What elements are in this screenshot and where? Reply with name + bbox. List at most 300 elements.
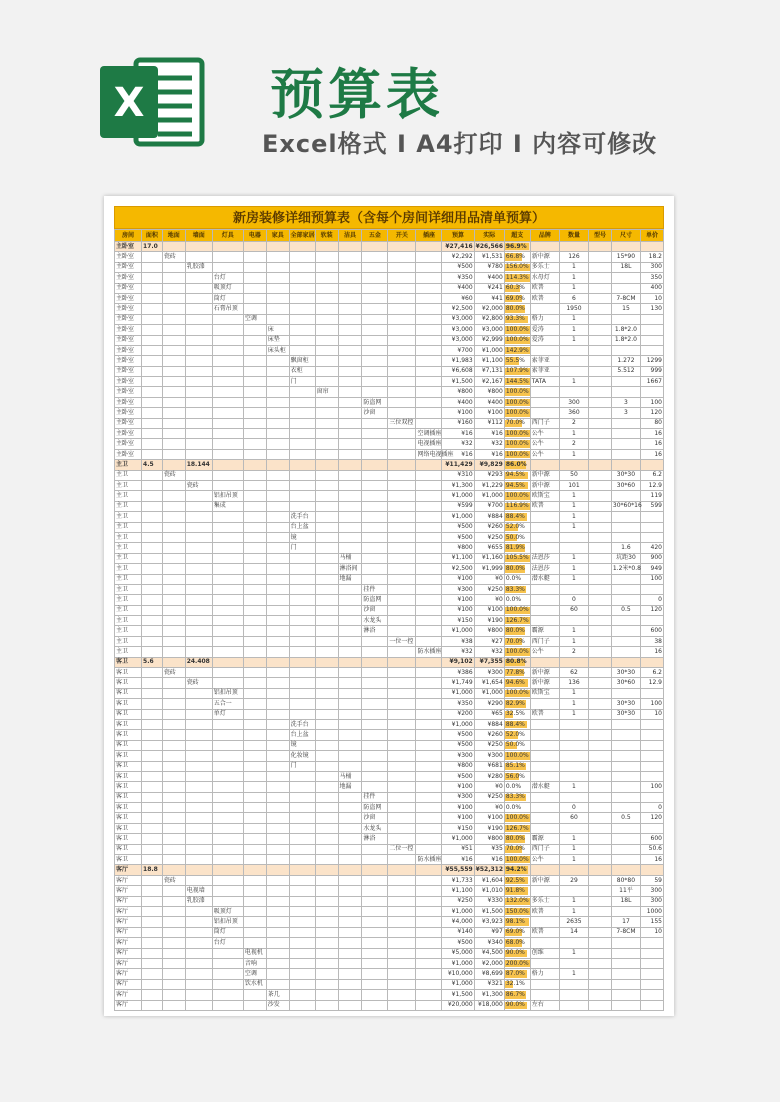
cell-pct[interactable]: [504, 865, 530, 875]
cell-model[interactable]: [589, 273, 612, 283]
cell-wall[interactable]: [185, 387, 212, 397]
cell-floor[interactable]: [162, 865, 185, 875]
cell-area[interactable]: [142, 751, 163, 761]
cell-bath[interactable]: [338, 699, 362, 709]
cell-allh[interactable]: [289, 647, 315, 657]
cell-area[interactable]: [142, 356, 163, 366]
cell-furn[interactable]: [266, 564, 289, 574]
cell-area[interactable]: [142, 418, 163, 428]
cell-floor[interactable]: [162, 397, 185, 407]
cell-hw[interactable]: [362, 377, 388, 387]
cell-pct[interactable]: [504, 792, 530, 802]
cell-sock[interactable]: [416, 262, 442, 272]
cell-model[interactable]: [589, 678, 612, 688]
cell-pct[interactable]: [504, 242, 530, 252]
cell-hw[interactable]: 防盗网: [362, 803, 388, 813]
cell-furn[interactable]: [266, 605, 289, 615]
cell-sock[interactable]: [416, 761, 442, 771]
cell-allh[interactable]: 门: [289, 543, 315, 553]
cell-wall[interactable]: [185, 823, 212, 833]
cell-lamp[interactable]: [212, 668, 243, 678]
cell-furn[interactable]: [266, 522, 289, 532]
cell-actual[interactable]: ¥2,999: [474, 335, 504, 345]
cell-model[interactable]: [589, 345, 612, 355]
cell-allh[interactable]: [289, 283, 315, 293]
cell-actual[interactable]: ¥1,000: [474, 688, 504, 698]
cell-pct[interactable]: [504, 719, 530, 729]
cell-qty[interactable]: 2: [559, 418, 588, 428]
cell-actual[interactable]: ¥1,000: [474, 345, 504, 355]
cell-bath[interactable]: [338, 584, 362, 594]
cell-actual[interactable]: ¥800: [474, 387, 504, 397]
cell-furn[interactable]: [266, 293, 289, 303]
cell-budget[interactable]: ¥250: [442, 896, 474, 906]
cell-pct[interactable]: [504, 366, 530, 376]
cell-appl[interactable]: [243, 865, 266, 875]
cell-qty[interactable]: 1: [559, 626, 588, 636]
cell-sock[interactable]: [416, 969, 442, 979]
cell-appl[interactable]: [243, 418, 266, 428]
cell-model[interactable]: [589, 304, 612, 314]
cell-price[interactable]: 100: [641, 574, 664, 584]
cell-qty[interactable]: 1: [559, 688, 588, 698]
cell-soft[interactable]: 窗帘: [315, 387, 338, 397]
cell-furn[interactable]: 床头柜: [266, 345, 289, 355]
cell-allh[interactable]: [289, 345, 315, 355]
cell-brand[interactable]: 公牛: [530, 449, 559, 459]
cell-soft[interactable]: [315, 242, 338, 252]
cell-pct[interactable]: [504, 626, 530, 636]
cell-wall[interactable]: [185, 875, 212, 885]
cell-actual[interactable]: ¥260: [474, 522, 504, 532]
cell-budget[interactable]: ¥1,100: [442, 886, 474, 896]
cell-room[interactable]: 主卧室: [115, 325, 142, 335]
cell-wall[interactable]: [185, 314, 212, 324]
cell-room[interactable]: 主卫: [115, 470, 142, 480]
cell-model[interactable]: [589, 564, 612, 574]
cell-room[interactable]: 客卫: [115, 688, 142, 698]
cell-pct[interactable]: [504, 886, 530, 896]
cell-floor[interactable]: [162, 699, 185, 709]
cell-price[interactable]: [641, 979, 664, 989]
cell-area[interactable]: [142, 886, 163, 896]
cell-appl[interactable]: [243, 377, 266, 387]
cell-hw[interactable]: [362, 657, 388, 667]
cell-bath[interactable]: [338, 979, 362, 989]
cell-budget[interactable]: ¥1,733: [442, 875, 474, 885]
cell-wall[interactable]: [185, 990, 212, 1000]
cell-wall[interactable]: [185, 907, 212, 917]
cell-sw[interactable]: [388, 574, 416, 584]
cell-sw[interactable]: [388, 262, 416, 272]
cell-furn[interactable]: [266, 501, 289, 511]
cell-hw[interactable]: [362, 543, 388, 553]
cell-allh[interactable]: [289, 938, 315, 948]
cell-allh[interactable]: [289, 834, 315, 844]
cell-floor[interactable]: [162, 751, 185, 761]
cell-lamp[interactable]: [212, 719, 243, 729]
cell-area[interactable]: [142, 938, 163, 948]
cell-lamp[interactable]: [212, 262, 243, 272]
cell-qty[interactable]: 1: [559, 969, 588, 979]
cell-actual[interactable]: ¥100: [474, 605, 504, 615]
cell-pct[interactable]: [504, 709, 530, 719]
cell-room[interactable]: 主卧室: [115, 397, 142, 407]
cell-sock[interactable]: [416, 709, 442, 719]
cell-lamp[interactable]: 集成: [212, 501, 243, 511]
cell-qty[interactable]: 1: [559, 283, 588, 293]
cell-price[interactable]: 16: [641, 429, 664, 439]
cell-hw[interactable]: [362, 875, 388, 885]
cell-hw[interactable]: [362, 855, 388, 865]
cell-qty[interactable]: [559, 761, 588, 771]
cell-price[interactable]: 16: [641, 647, 664, 657]
cell-qty[interactable]: 1: [559, 896, 588, 906]
cell-budget[interactable]: ¥800: [442, 387, 474, 397]
cell-allh[interactable]: [289, 668, 315, 678]
cell-brand[interactable]: [530, 886, 559, 896]
cell-allh[interactable]: [289, 242, 315, 252]
cell-floor[interactable]: [162, 834, 185, 844]
cell-actual[interactable]: ¥52,312: [474, 865, 504, 875]
cell-actual[interactable]: ¥35: [474, 844, 504, 854]
cell-sock[interactable]: [416, 242, 442, 252]
cell-model[interactable]: [589, 1000, 612, 1010]
cell-model[interactable]: [589, 979, 612, 989]
cell-bath[interactable]: [338, 688, 362, 698]
cell-brand[interactable]: [530, 917, 559, 927]
cell-floor[interactable]: [162, 512, 185, 522]
cell-room[interactable]: 客卫: [115, 668, 142, 678]
cell-pct[interactable]: [504, 574, 530, 584]
cell-pct[interactable]: [504, 668, 530, 678]
cell-soft[interactable]: [315, 771, 338, 781]
cell-room[interactable]: 主卫: [115, 460, 142, 470]
cell-model[interactable]: [589, 647, 612, 657]
cell-actual[interactable]: ¥112: [474, 418, 504, 428]
cell-sw[interactable]: [388, 958, 416, 968]
cell-pct[interactable]: [504, 408, 530, 418]
cell-size[interactable]: [611, 751, 640, 761]
cell-hw[interactable]: [362, 480, 388, 490]
cell-furn[interactable]: [266, 387, 289, 397]
cell-furn[interactable]: [266, 273, 289, 283]
cell-brand[interactable]: [530, 938, 559, 948]
cell-sw[interactable]: [388, 647, 416, 657]
cell-appl[interactable]: [243, 678, 266, 688]
cell-qty[interactable]: [559, 740, 588, 750]
cell-sock[interactable]: [416, 907, 442, 917]
cell-floor[interactable]: [162, 969, 185, 979]
cell-allh[interactable]: [289, 325, 315, 335]
cell-room[interactable]: 主卫: [115, 491, 142, 501]
cell-pct[interactable]: [504, 803, 530, 813]
cell-furn[interactable]: 茶几: [266, 990, 289, 1000]
cell-pct[interactable]: [504, 397, 530, 407]
cell-pct[interactable]: [504, 512, 530, 522]
cell-floor[interactable]: [162, 771, 185, 781]
cell-appl[interactable]: [243, 636, 266, 646]
cell-room[interactable]: 客卫: [115, 699, 142, 709]
cell-area[interactable]: [142, 907, 163, 917]
cell-bath[interactable]: [338, 491, 362, 501]
cell-allh[interactable]: 镜: [289, 532, 315, 542]
cell-size[interactable]: [611, 792, 640, 802]
cell-room[interactable]: 主卫: [115, 480, 142, 490]
cell-actual[interactable]: ¥41: [474, 293, 504, 303]
cell-actual[interactable]: ¥0: [474, 803, 504, 813]
cell-appl[interactable]: [243, 855, 266, 865]
cell-qty[interactable]: 1: [559, 325, 588, 335]
cell-appl[interactable]: [243, 709, 266, 719]
cell-area[interactable]: [142, 408, 163, 418]
cell-bath[interactable]: [338, 397, 362, 407]
cell-furn[interactable]: [266, 397, 289, 407]
cell-size[interactable]: [611, 491, 640, 501]
cell-soft[interactable]: [315, 314, 338, 324]
cell-model[interactable]: [589, 242, 612, 252]
cell-appl[interactable]: [243, 730, 266, 740]
cell-lamp[interactable]: [212, 439, 243, 449]
cell-actual[interactable]: ¥400: [474, 273, 504, 283]
cell-qty[interactable]: [559, 865, 588, 875]
cell-lamp[interactable]: [212, 740, 243, 750]
cell-floor[interactable]: [162, 855, 185, 865]
cell-area[interactable]: [142, 803, 163, 813]
cell-floor[interactable]: [162, 938, 185, 948]
cell-brand[interactable]: [530, 699, 559, 709]
cell-soft[interactable]: [315, 584, 338, 594]
cell-actual[interactable]: ¥32: [474, 439, 504, 449]
cell-sw[interactable]: [388, 439, 416, 449]
cell-price[interactable]: 6.2: [641, 668, 664, 678]
cell-qty[interactable]: 1: [559, 782, 588, 792]
cell-qty[interactable]: [559, 886, 588, 896]
cell-room[interactable]: 主卧室: [115, 314, 142, 324]
cell-sw[interactable]: 三位双控: [388, 418, 416, 428]
cell-furn[interactable]: [266, 314, 289, 324]
cell-budget[interactable]: ¥350: [442, 699, 474, 709]
cell-hw[interactable]: [362, 761, 388, 771]
cell-room[interactable]: 客厅: [115, 927, 142, 937]
cell-allh[interactable]: [289, 418, 315, 428]
cell-room[interactable]: 主卧室: [115, 449, 142, 459]
cell-qty[interactable]: [559, 979, 588, 989]
cell-lamp[interactable]: [212, 470, 243, 480]
cell-size[interactable]: [611, 387, 640, 397]
cell-bath[interactable]: 马桶: [338, 771, 362, 781]
cell-area[interactable]: [142, 397, 163, 407]
cell-pct[interactable]: [504, 387, 530, 397]
cell-appl[interactable]: [243, 896, 266, 906]
cell-actual[interactable]: ¥260: [474, 730, 504, 740]
cell-size[interactable]: [611, 958, 640, 968]
cell-price[interactable]: 300: [641, 262, 664, 272]
cell-price[interactable]: [641, 387, 664, 397]
cell-allh[interactable]: [289, 907, 315, 917]
cell-soft[interactable]: [315, 709, 338, 719]
cell-soft[interactable]: [315, 460, 338, 470]
cell-hw[interactable]: 水龙头: [362, 616, 388, 626]
cell-hw[interactable]: [362, 751, 388, 761]
cell-wall[interactable]: 瓷砖: [185, 480, 212, 490]
cell-actual[interactable]: ¥1,531: [474, 252, 504, 262]
cell-wall[interactable]: [185, 564, 212, 574]
cell-size[interactable]: [611, 242, 640, 252]
cell-sw[interactable]: [388, 938, 416, 948]
cell-bath[interactable]: [338, 408, 362, 418]
cell-allh[interactable]: [289, 636, 315, 646]
cell-model[interactable]: [589, 813, 612, 823]
cell-furn[interactable]: [266, 418, 289, 428]
cell-sw[interactable]: [388, 522, 416, 532]
cell-area[interactable]: [142, 491, 163, 501]
cell-soft[interactable]: [315, 574, 338, 584]
cell-model[interactable]: [589, 408, 612, 418]
cell-brand[interactable]: [530, 595, 559, 605]
cell-pct[interactable]: [504, 532, 530, 542]
cell-floor[interactable]: [162, 678, 185, 688]
cell-room[interactable]: 主卧室: [115, 262, 142, 272]
cell-bath[interactable]: [338, 740, 362, 750]
cell-lamp[interactable]: [212, 771, 243, 781]
cell-budget[interactable]: ¥1,000: [442, 626, 474, 636]
cell-brand[interactable]: [530, 242, 559, 252]
cell-pct[interactable]: [504, 616, 530, 626]
cell-hw[interactable]: 淋浴: [362, 834, 388, 844]
cell-hw[interactable]: [362, 387, 388, 397]
cell-pct[interactable]: [504, 740, 530, 750]
cell-pct[interactable]: [504, 678, 530, 688]
cell-room[interactable]: 客厅: [115, 979, 142, 989]
cell-size[interactable]: [611, 771, 640, 781]
cell-actual[interactable]: ¥1,100: [474, 356, 504, 366]
cell-size[interactable]: [611, 439, 640, 449]
cell-brand[interactable]: [530, 771, 559, 781]
cell-pct[interactable]: [504, 595, 530, 605]
cell-hw[interactable]: [362, 522, 388, 532]
cell-sw[interactable]: [388, 948, 416, 958]
cell-price[interactable]: [641, 242, 664, 252]
cell-room[interactable]: 客厅: [115, 1000, 142, 1010]
cell-allh[interactable]: [289, 460, 315, 470]
cell-model[interactable]: [589, 335, 612, 345]
cell-price[interactable]: [641, 335, 664, 345]
cell-pct[interactable]: [504, 553, 530, 563]
cell-budget[interactable]: ¥3,000: [442, 325, 474, 335]
cell-allh[interactable]: [289, 803, 315, 813]
cell-sock[interactable]: [416, 293, 442, 303]
cell-size[interactable]: 1.2米*0.8: [611, 564, 640, 574]
cell-bath[interactable]: [338, 377, 362, 387]
cell-room[interactable]: 主卧室: [115, 356, 142, 366]
cell-bath[interactable]: [338, 938, 362, 948]
cell-furn[interactable]: [266, 730, 289, 740]
cell-pct[interactable]: [504, 304, 530, 314]
cell-brand[interactable]: [530, 865, 559, 875]
cell-hw[interactable]: [362, 273, 388, 283]
cell-wall[interactable]: 18.144: [185, 460, 212, 470]
cell-allh[interactable]: [289, 886, 315, 896]
cell-budget[interactable]: ¥51: [442, 844, 474, 854]
cell-appl[interactable]: [243, 273, 266, 283]
cell-qty[interactable]: 1: [559, 553, 588, 563]
cell-area[interactable]: [142, 501, 163, 511]
cell-sw[interactable]: [388, 564, 416, 574]
cell-lamp[interactable]: [212, 366, 243, 376]
cell-pct[interactable]: [504, 429, 530, 439]
cell-qty[interactable]: 1: [559, 522, 588, 532]
cell-brand[interactable]: 公牛: [530, 855, 559, 865]
cell-room[interactable]: 客卫: [115, 813, 142, 823]
cell-furn[interactable]: [266, 480, 289, 490]
cell-furn[interactable]: [266, 834, 289, 844]
cell-floor[interactable]: [162, 709, 185, 719]
cell-floor[interactable]: [162, 813, 185, 823]
cell-price[interactable]: 100: [641, 782, 664, 792]
cell-brand[interactable]: 多乐士: [530, 896, 559, 906]
cell-sock[interactable]: [416, 688, 442, 698]
cell-allh[interactable]: [289, 574, 315, 584]
cell-appl[interactable]: [243, 470, 266, 480]
cell-size[interactable]: 30*60: [611, 678, 640, 688]
cell-pct[interactable]: [504, 439, 530, 449]
cell-appl[interactable]: [243, 512, 266, 522]
cell-wall[interactable]: [185, 449, 212, 459]
cell-hw[interactable]: [362, 429, 388, 439]
cell-price[interactable]: 120: [641, 813, 664, 823]
cell-room[interactable]: 主卫: [115, 616, 142, 626]
cell-allh[interactable]: [289, 823, 315, 833]
cell-wall[interactable]: [185, 958, 212, 968]
cell-price[interactable]: [641, 688, 664, 698]
cell-room[interactable]: 客厅: [115, 969, 142, 979]
cell-area[interactable]: [142, 335, 163, 345]
cell-price[interactable]: 59: [641, 875, 664, 885]
cell-floor[interactable]: [162, 314, 185, 324]
cell-size[interactable]: [611, 844, 640, 854]
cell-model[interactable]: [589, 969, 612, 979]
cell-actual[interactable]: ¥2,167: [474, 377, 504, 387]
cell-brand[interactable]: 欧普: [530, 907, 559, 917]
cell-allh[interactable]: [289, 990, 315, 1000]
cell-appl[interactable]: [243, 397, 266, 407]
cell-allh[interactable]: [289, 491, 315, 501]
cell-pct[interactable]: [504, 761, 530, 771]
cell-floor[interactable]: [162, 387, 185, 397]
cell-pct[interactable]: [504, 480, 530, 490]
cell-sock[interactable]: [416, 325, 442, 335]
cell-allh[interactable]: [289, 1000, 315, 1010]
cell-floor[interactable]: [162, 293, 185, 303]
cell-price[interactable]: 18.2: [641, 252, 664, 262]
cell-model[interactable]: [589, 699, 612, 709]
cell-bath[interactable]: [338, 636, 362, 646]
cell-model[interactable]: [589, 449, 612, 459]
cell-price[interactable]: 10: [641, 293, 664, 303]
cell-brand[interactable]: 爱涛: [530, 335, 559, 345]
cell-brand[interactable]: [530, 958, 559, 968]
cell-lamp[interactable]: 铝扣吊顶: [212, 491, 243, 501]
cell-price[interactable]: 600: [641, 626, 664, 636]
cell-room[interactable]: 客卫: [115, 771, 142, 781]
cell-furn[interactable]: [266, 896, 289, 906]
cell-sock[interactable]: [416, 636, 442, 646]
cell-price[interactable]: [641, 345, 664, 355]
cell-actual[interactable]: ¥884: [474, 512, 504, 522]
cell-brand[interactable]: 新中源: [530, 668, 559, 678]
cell-sw[interactable]: [388, 865, 416, 875]
